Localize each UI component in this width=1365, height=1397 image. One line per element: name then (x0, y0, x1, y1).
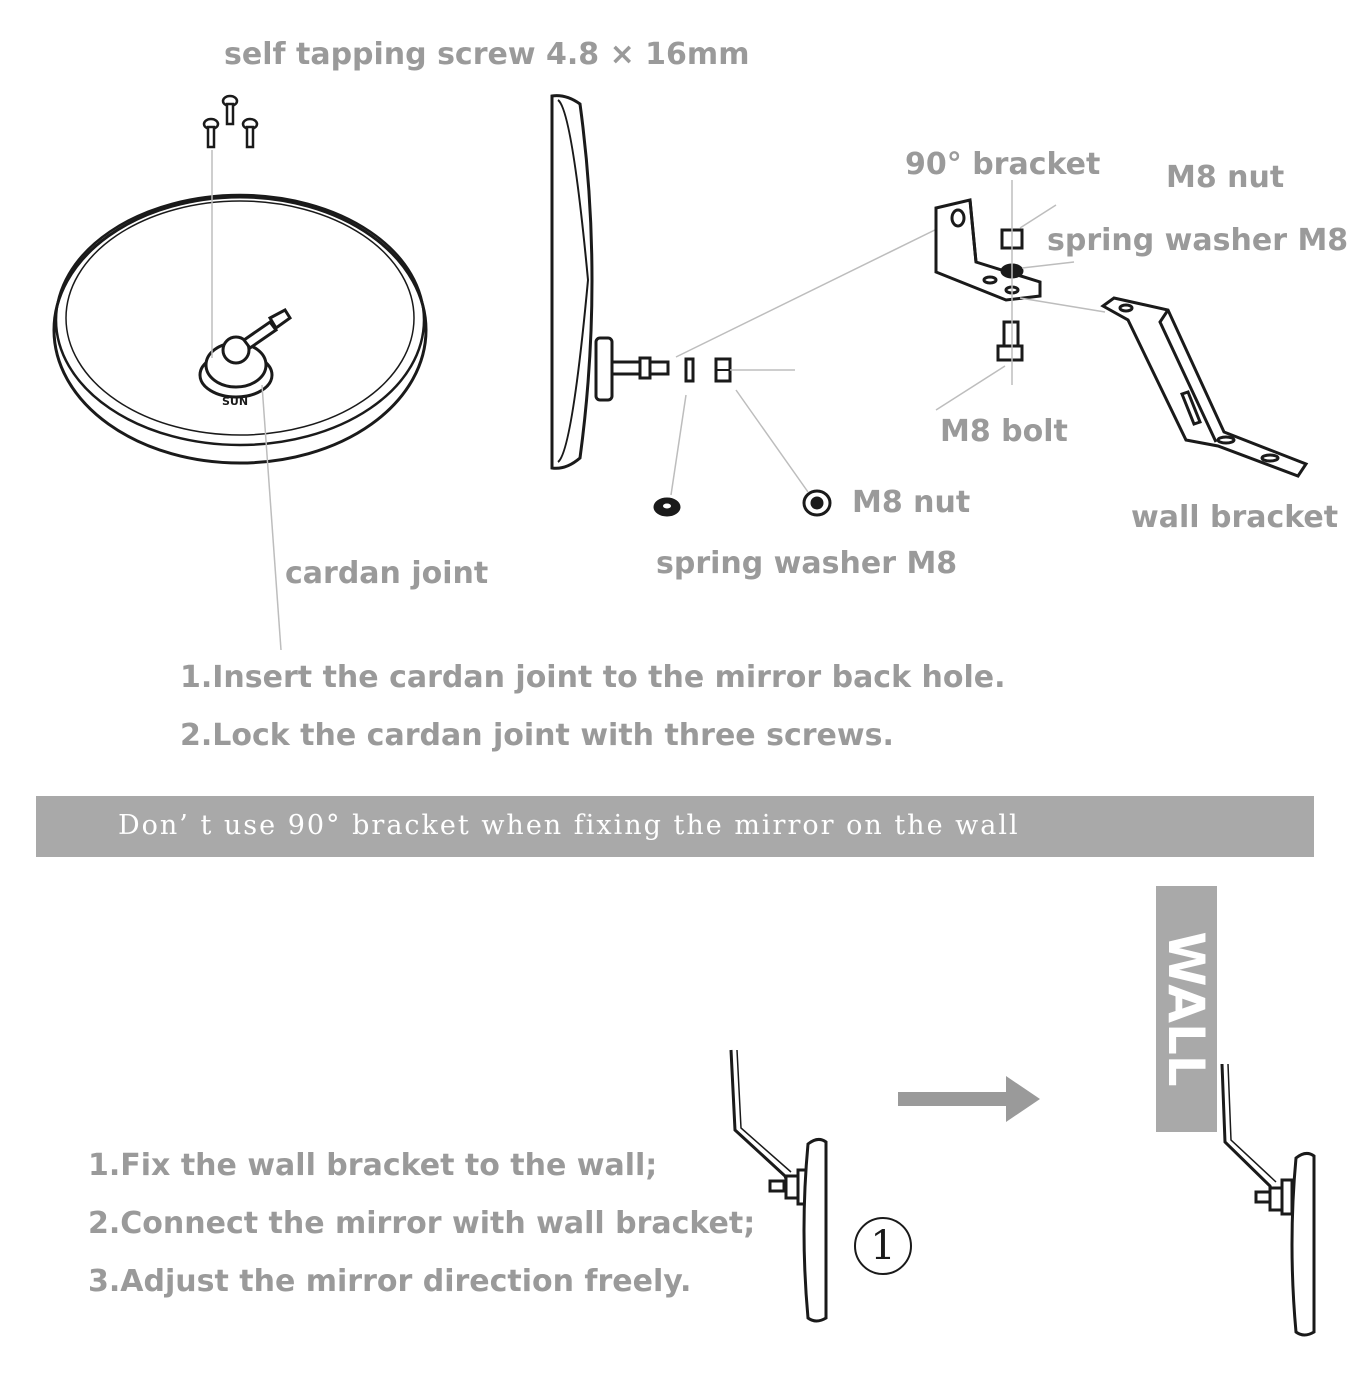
warning-banner-text: Don’ t use 90° bracket when fixing the mirror on the wall (118, 810, 1020, 841)
warning-banner (36, 796, 1314, 857)
label-spring-washer-top: spring washer M8 (1047, 223, 1349, 258)
label-m8-bolt: M8 bolt (940, 414, 1068, 449)
label-wall-bracket: wall bracket (1131, 500, 1339, 535)
axis-washer-nut (686, 359, 730, 381)
label-m8-nut-bottom: M8 nut (852, 485, 971, 520)
label-cardan-joint: cardan joint (285, 556, 489, 591)
instruction-top-1: 1.Insert the cardan joint to the mirror back hole. (180, 660, 1006, 695)
m8-bolt-part (998, 322, 1022, 360)
instruction-top-2: 2.Lock the cardan joint with three screws. (180, 718, 894, 753)
round-mirror (54, 195, 426, 463)
instruction-bottom-2: 2.Connect the mirror with wall bracket; (88, 1206, 756, 1241)
step-number: 1 (870, 1223, 896, 1269)
label-bracket-90: 90° bracket (905, 147, 1101, 182)
arrow-icon (898, 1076, 1040, 1122)
mini-assembly-1 (731, 1050, 826, 1321)
wall-label: WALL (1157, 931, 1215, 1087)
mirror-brand: SUN (222, 395, 249, 408)
instruction-bottom-3: 3.Adjust the mirror direction freely. (88, 1264, 692, 1299)
label-m8-nut-top: M8 nut (1166, 160, 1285, 195)
screws (204, 96, 257, 147)
leader-lines-middle (671, 225, 945, 495)
loose-washer-nut (655, 491, 830, 515)
bracket-90 (936, 200, 1040, 300)
wall-marker (1156, 886, 1217, 1132)
wall-bracket-part (1103, 298, 1306, 476)
label-screw: self tapping screw 4.8 × 16mm (224, 37, 750, 72)
label-spring-washer-bottom: spring washer M8 (656, 546, 958, 581)
mini-assembly-2 (1222, 1064, 1314, 1335)
cardan-joint-part (200, 310, 290, 397)
instruction-bottom-1: 1.Fix the wall bracket to the wall; (88, 1148, 658, 1183)
mirror-side-view (552, 96, 668, 469)
